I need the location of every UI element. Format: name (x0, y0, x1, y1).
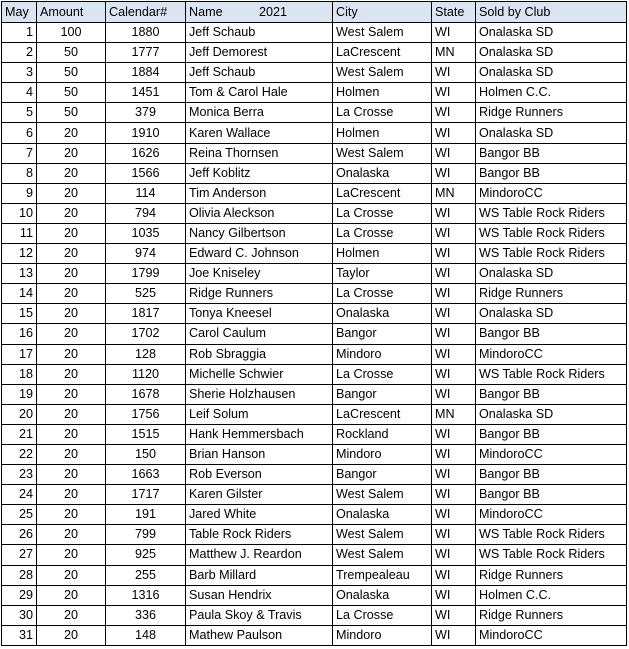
cell-state: WI (432, 384, 476, 404)
cell-state: WI (432, 203, 476, 223)
cell-club: Bangor BB (476, 163, 627, 183)
cell-name: Jeff Koblitz (186, 163, 333, 183)
cell-state: WI (432, 284, 476, 304)
cell-amount: 20 (37, 424, 106, 444)
cell-club: MindoroCC (476, 444, 627, 464)
cell-name: Leif Solum (186, 404, 333, 424)
table-row (2, 505, 627, 525)
cell-state: WI (432, 444, 476, 464)
cell-state: WI (432, 545, 476, 565)
cell-club: Holmen C.C. (476, 83, 627, 103)
cell-name: Olivia Aleckson (186, 203, 333, 223)
cell-club: Ridge Runners (476, 565, 627, 585)
header-name (186, 2, 333, 23)
cell-calendar: 1515 (106, 424, 186, 444)
cell-city: La Crosse (333, 605, 432, 625)
cell-day: 4 (2, 83, 37, 103)
cell-city: LaCrescent (333, 183, 432, 203)
table-row (2, 444, 627, 464)
cell-state: WI (432, 565, 476, 585)
cell-city: West Salem (333, 525, 432, 545)
cell-name: Susan Hendrix (186, 585, 333, 605)
cell-calendar: 114 (106, 183, 186, 203)
cell-calendar: 150 (106, 444, 186, 464)
table-row (2, 364, 627, 384)
cell-amount: 20 (37, 304, 106, 324)
cell-name: Michelle Schwier (186, 364, 333, 384)
cell-name: Rob Everson (186, 465, 333, 485)
cell-amount: 20 (37, 485, 106, 505)
cell-club: WS Table Rock Riders (476, 223, 627, 243)
cell-day: 10 (2, 203, 37, 223)
table-row (2, 485, 627, 505)
cell-state: WI (432, 625, 476, 645)
table-row (2, 103, 627, 123)
cell-amount: 20 (37, 284, 106, 304)
header-amount: Amount (37, 2, 106, 23)
cell-club: Holmen C.C. (476, 585, 627, 605)
table-row (2, 565, 627, 585)
cell-state: MN (432, 183, 476, 203)
table-row (2, 605, 627, 625)
cell-amount: 20 (37, 364, 106, 384)
cell-club: Bangor BB (476, 424, 627, 444)
cell-amount: 20 (37, 565, 106, 585)
cell-day: 24 (2, 485, 37, 505)
cell-calendar: 148 (106, 625, 186, 645)
table-row (2, 284, 627, 304)
cell-day: 15 (2, 304, 37, 324)
header-may: May (2, 2, 37, 23)
cell-name: Karen Gilster (186, 485, 333, 505)
cell-amount: 20 (37, 585, 106, 605)
cell-club: WS Table Rock Riders (476, 525, 627, 545)
cell-amount: 20 (37, 183, 106, 203)
cell-calendar: 1678 (106, 384, 186, 404)
cell-name: Edward C. Johnson (186, 244, 333, 264)
cell-day: 11 (2, 223, 37, 243)
cell-day: 12 (2, 244, 37, 264)
header-city: City (333, 2, 432, 23)
cell-club: Bangor BB (476, 384, 627, 404)
cell-club: Bangor BB (476, 324, 627, 344)
cell-calendar: 255 (106, 565, 186, 585)
cell-club: Onalaska SD (476, 264, 627, 284)
cell-calendar: 1817 (106, 304, 186, 324)
table-row (2, 304, 627, 324)
cell-city: Trempealeau (333, 565, 432, 585)
table-row (2, 424, 627, 444)
cell-state: WI (432, 23, 476, 43)
cell-club: Onalaska SD (476, 43, 627, 63)
cell-calendar: 1316 (106, 585, 186, 605)
cell-city: Onalaska (333, 304, 432, 324)
cell-city: Mindoro (333, 444, 432, 464)
cell-amount: 50 (37, 43, 106, 63)
cell-state: WI (432, 63, 476, 83)
table-row (2, 525, 627, 545)
cell-club: MindoroCC (476, 505, 627, 525)
cell-state: WI (432, 103, 476, 123)
cell-city: West Salem (333, 143, 432, 163)
cell-city: Holmen (333, 244, 432, 264)
cell-amount: 20 (37, 163, 106, 183)
cell-amount: 20 (37, 203, 106, 223)
table-row (2, 585, 627, 605)
cell-calendar: 525 (106, 284, 186, 304)
cell-calendar: 1880 (106, 23, 186, 43)
cell-city: Onalaska (333, 163, 432, 183)
cell-state: WI (432, 424, 476, 444)
cell-amount: 20 (37, 465, 106, 485)
cell-calendar: 1566 (106, 163, 186, 183)
cell-name: Tonya Kneesel (186, 304, 333, 324)
table-row (2, 404, 627, 424)
table-row (2, 625, 627, 645)
cell-amount: 20 (37, 123, 106, 143)
table-row (2, 23, 627, 43)
cell-city: La Crosse (333, 284, 432, 304)
cell-calendar: 191 (106, 505, 186, 525)
cell-amount: 20 (37, 545, 106, 565)
cell-city: Rockland (333, 424, 432, 444)
cell-state: WI (432, 123, 476, 143)
cell-day: 1 (2, 23, 37, 43)
cell-day: 26 (2, 525, 37, 545)
table-body (2, 23, 627, 646)
cell-city: LaCrescent (333, 404, 432, 424)
cell-name: Jeff Schaub (186, 23, 333, 43)
table-row (2, 203, 627, 223)
cell-club: Onalaska SD (476, 123, 627, 143)
cell-day: 17 (2, 344, 37, 364)
cell-calendar: 379 (106, 103, 186, 123)
cell-city: LaCrescent (333, 43, 432, 63)
cell-state: MN (432, 404, 476, 424)
cell-city: Bangor (333, 384, 432, 404)
cell-club: MindoroCC (476, 625, 627, 645)
table-row (2, 324, 627, 344)
cell-city: West Salem (333, 23, 432, 43)
cell-club: Bangor BB (476, 485, 627, 505)
cell-club: WS Table Rock Riders (476, 545, 627, 565)
cell-calendar: 794 (106, 203, 186, 223)
cell-state: WI (432, 83, 476, 103)
cell-day: 20 (2, 404, 37, 424)
table-row (2, 43, 627, 63)
cell-name: Karen Wallace (186, 123, 333, 143)
cell-calendar: 1626 (106, 143, 186, 163)
cell-city: Bangor (333, 324, 432, 344)
cell-city: La Crosse (333, 223, 432, 243)
cell-amount: 20 (37, 324, 106, 344)
table-row (2, 183, 627, 203)
cell-name: Rob Sbraggia (186, 344, 333, 364)
cell-amount: 20 (37, 223, 106, 243)
cell-day: 23 (2, 465, 37, 485)
cell-name: Matthew J. Reardon (186, 545, 333, 565)
cell-name: Joe Kniseley (186, 264, 333, 284)
cell-city: Holmen (333, 83, 432, 103)
cell-state: WI (432, 223, 476, 243)
cell-state: WI (432, 163, 476, 183)
table-row (2, 465, 627, 485)
cell-day: 7 (2, 143, 37, 163)
cell-calendar: 925 (106, 545, 186, 565)
cell-day: 21 (2, 424, 37, 444)
cell-calendar: 1702 (106, 324, 186, 344)
cell-club: Onalaska SD (476, 304, 627, 324)
cell-club: Onalaska SD (476, 63, 627, 83)
cell-name: Hank Hemmersbach (186, 424, 333, 444)
cell-day: 18 (2, 364, 37, 384)
cell-city: Holmen (333, 123, 432, 143)
cell-city: Bangor (333, 465, 432, 485)
cell-day: 19 (2, 384, 37, 404)
cell-calendar: 128 (106, 344, 186, 364)
cell-city: Onalaska (333, 585, 432, 605)
cell-name: Brian Hanson (186, 444, 333, 464)
cell-state: WI (432, 304, 476, 324)
cell-calendar: 1799 (106, 264, 186, 284)
cell-state: WI (432, 324, 476, 344)
cell-day: 25 (2, 505, 37, 525)
cell-day: 28 (2, 565, 37, 585)
cell-calendar: 1120 (106, 364, 186, 384)
cell-city: Onalaska (333, 505, 432, 525)
cell-calendar: 1910 (106, 123, 186, 143)
cell-state: WI (432, 485, 476, 505)
cell-state: WI (432, 505, 476, 525)
cell-calendar: 1717 (106, 485, 186, 505)
table-row (2, 163, 627, 183)
cell-calendar: 336 (106, 605, 186, 625)
cell-name: Tim Anderson (186, 183, 333, 203)
cell-amount: 20 (37, 344, 106, 364)
cell-amount: 20 (37, 264, 106, 284)
cell-name: Sherie Holzhausen (186, 384, 333, 404)
cell-day: 9 (2, 183, 37, 203)
cell-state: WI (432, 264, 476, 284)
cell-club: WS Table Rock Riders (476, 244, 627, 264)
cell-club: Ridge Runners (476, 605, 627, 625)
cell-city: Mindoro (333, 344, 432, 364)
cell-city: Mindoro (333, 625, 432, 645)
cell-name: Mathew Paulson (186, 625, 333, 645)
cell-amount: 20 (37, 625, 106, 645)
cell-city: West Salem (333, 485, 432, 505)
cell-state: WI (432, 525, 476, 545)
cell-day: 8 (2, 163, 37, 183)
table-row (2, 545, 627, 565)
cell-name: Monica Berra (186, 103, 333, 123)
cell-name: Nancy Gilbertson (186, 223, 333, 243)
cell-club: MindoroCC (476, 344, 627, 364)
cell-state: WI (432, 465, 476, 485)
cell-name: Carol Caulum (186, 324, 333, 344)
cell-name: Barb Millard (186, 565, 333, 585)
cell-state: WI (432, 605, 476, 625)
cell-name: Jared White (186, 505, 333, 525)
cell-state: MN (432, 43, 476, 63)
cell-day: 31 (2, 625, 37, 645)
cell-amount: 20 (37, 505, 106, 525)
table-row (2, 264, 627, 284)
cell-day: 5 (2, 103, 37, 123)
cell-day: 22 (2, 444, 37, 464)
table-row (2, 63, 627, 83)
table-row (2, 244, 627, 264)
cell-amount: 100 (37, 23, 106, 43)
cell-state: WI (432, 244, 476, 264)
cell-calendar: 799 (106, 525, 186, 545)
table-row (2, 384, 627, 404)
cell-day: 6 (2, 123, 37, 143)
cell-club: Onalaska SD (476, 23, 627, 43)
cell-calendar: 1035 (106, 223, 186, 243)
cell-club: Onalaska SD (476, 404, 627, 424)
cell-club: Ridge Runners (476, 284, 627, 304)
cell-amount: 20 (37, 525, 106, 545)
table-row (2, 123, 627, 143)
cell-city: La Crosse (333, 364, 432, 384)
cell-club: MindoroCC (476, 183, 627, 203)
cell-amount: 20 (37, 143, 106, 163)
cell-day: 3 (2, 63, 37, 83)
cell-day: 13 (2, 264, 37, 284)
table-row (2, 143, 627, 163)
header-row (2, 2, 627, 23)
cell-day: 2 (2, 43, 37, 63)
cell-club: Ridge Runners (476, 103, 627, 123)
cell-name: Ridge Runners (186, 284, 333, 304)
cell-name: Paula Skoy & Travis (186, 605, 333, 625)
cell-amount: 20 (37, 404, 106, 424)
header-club: Sold by Club (476, 2, 627, 23)
cell-name: Table Rock Riders (186, 525, 333, 545)
header-state: State (432, 2, 476, 23)
cell-calendar: 1663 (106, 465, 186, 485)
cell-calendar: 1777 (106, 43, 186, 63)
table-row (2, 223, 627, 243)
cell-state: WI (432, 143, 476, 163)
cell-name: Reina Thornsen (186, 143, 333, 163)
header-year: 2021 (258, 4, 287, 19)
cell-calendar: 1451 (106, 83, 186, 103)
header-calendar: Calendar# (106, 2, 186, 23)
cell-name: Tom & Carol Hale (186, 83, 333, 103)
cell-name: Jeff Schaub (186, 63, 333, 83)
cell-club: Bangor BB (476, 143, 627, 163)
header-name-label: Name (189, 4, 223, 19)
cell-day: 27 (2, 545, 37, 565)
cell-state: WI (432, 344, 476, 364)
cell-city: La Crosse (333, 203, 432, 223)
cell-calendar: 974 (106, 244, 186, 264)
cell-city: La Crosse (333, 103, 432, 123)
cell-amount: 20 (37, 384, 106, 404)
cell-state: WI (432, 585, 476, 605)
cell-day: 29 (2, 585, 37, 605)
cell-amount: 20 (37, 444, 106, 464)
cell-amount: 50 (37, 63, 106, 83)
table-row (2, 83, 627, 103)
cell-amount: 20 (37, 605, 106, 625)
cell-amount: 20 (37, 244, 106, 264)
cell-calendar: 1884 (106, 63, 186, 83)
cell-day: 14 (2, 284, 37, 304)
cell-club: WS Table Rock Riders (476, 364, 627, 384)
winners-table (1, 1, 627, 646)
cell-city: Taylor (333, 264, 432, 284)
cell-club: WS Table Rock Riders (476, 203, 627, 223)
cell-city: West Salem (333, 545, 432, 565)
table-row (2, 344, 627, 364)
cell-club: Bangor BB (476, 465, 627, 485)
cell-state: WI (432, 364, 476, 384)
cell-day: 16 (2, 324, 37, 344)
cell-amount: 50 (37, 83, 106, 103)
cell-amount: 50 (37, 103, 106, 123)
cell-name: Jeff Demorest (186, 43, 333, 63)
cell-calendar: 1756 (106, 404, 186, 424)
cell-day: 30 (2, 605, 37, 625)
cell-city: West Salem (333, 63, 432, 83)
